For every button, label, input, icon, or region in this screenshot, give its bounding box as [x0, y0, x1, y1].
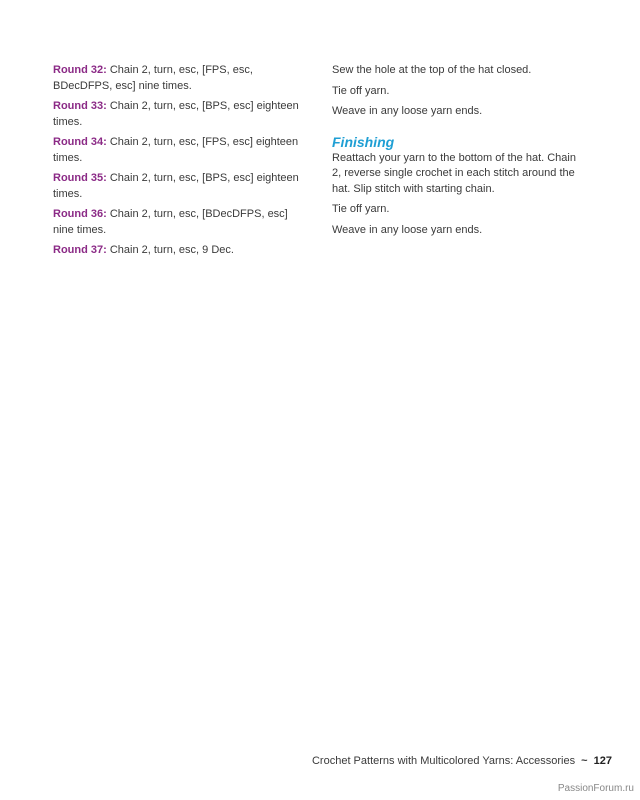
finishing-tie-off: Tie off yarn. — [332, 203, 390, 215]
tie-off-instruction: Tie off yarn. — [332, 84, 390, 97]
watermark: PassionForum.ru — [557, 783, 634, 794]
page-footer — [312, 755, 612, 767]
footer-separator: ~ — [581, 755, 588, 767]
page-number: 127 — [593, 755, 612, 767]
round-34 — [53, 135, 303, 166]
round-label: Round 32: — [53, 64, 107, 76]
round-label: Round 34: — [53, 136, 107, 148]
round-text: Chain 2, turn, esc, 9 Dec. — [106, 244, 234, 256]
round-text: Chain 2, turn, esc, [FPS, esc] eighteen times. — [53, 136, 299, 164]
round-text: Chain 2, turn, esc, [BPS, esc] eighteen times. — [53, 172, 299, 200]
round-label: Round 36: — [53, 208, 107, 220]
round-33 — [53, 99, 303, 130]
round-32 — [53, 63, 303, 94]
left-column — [53, 63, 303, 264]
book-title: Crochet Patterns with Multicolored Yarns: Accessories — [311, 755, 576, 767]
sew-instruction: Sew the hole at the top of the hat closed. — [332, 64, 532, 76]
round-label: Round 37: — [53, 244, 107, 256]
finishing-heading: Finishing — [332, 133, 395, 150]
round-37 — [53, 243, 303, 259]
round-text: Chain 2, turn, esc, [FPS, esc, BDecDFPS, esc] nine times. — [53, 64, 253, 92]
round-label: Round 35: — [53, 172, 107, 184]
round-35 — [53, 171, 303, 202]
round-label: Round 33: — [53, 100, 107, 112]
finishing-paragraph: Reattach your yarn to the bottom of the hat. Chain 2, reverse single crochet in each stitch around the hat. Slip stitch with starting chain. — [332, 151, 576, 195]
weave-instruction: Weave in any loose yarn ends. — [332, 105, 483, 117]
right-column — [332, 63, 582, 243]
round-text: Chain 2, turn, esc, [BPS, esc] eighteen times. — [53, 100, 299, 128]
round-36 — [53, 207, 303, 238]
round-text: Chain 2, turn, esc, [BDecDFPS, esc] nine times. — [53, 208, 288, 236]
finishing-weave: Weave in any loose yarn ends. — [332, 223, 483, 236]
